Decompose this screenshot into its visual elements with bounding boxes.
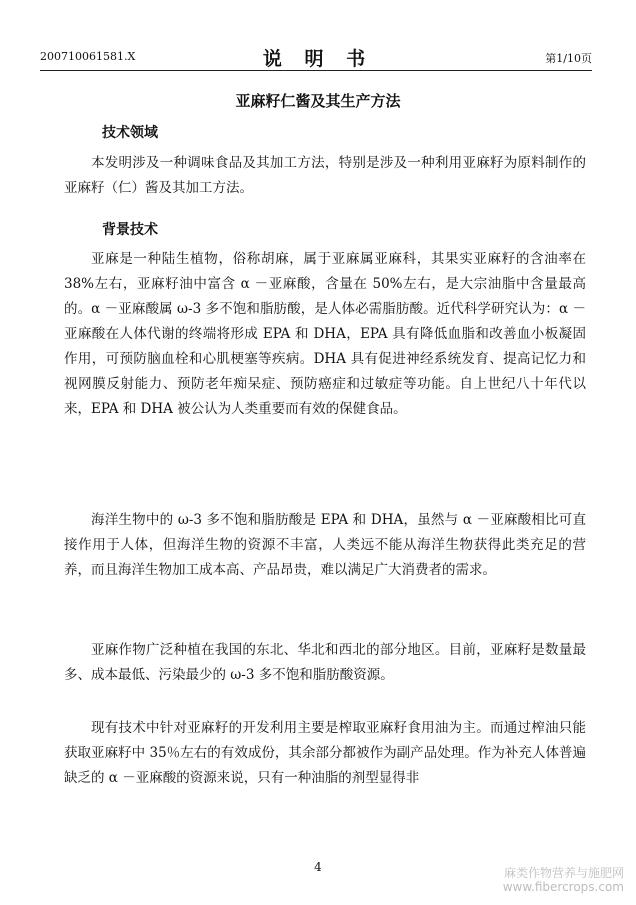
paragraph-background-4: 现有技术中针对亚麻籽的开发利用主要是榨取亚麻籽食用油为主。而通过榨油只能获取亚麻籽中 35％左右的有效成份，其余部分都被作为副产品处理。作为补充人体普遍缺乏的 α －亚麻酸的资源来说，只有一种油脂的剂型显得非 [64,720,586,786]
paragraph-technical-field: 本发明涉及一种调味食品及其加工方法，特别是涉及一种利用亚麻籽为原料制作的亚麻籽（仁）酱及其加工方法。 [64,155,586,196]
watermark-line2: www.fibercrops.com [502,880,624,894]
section-heading-background: 背景技术 [102,222,158,238]
section-heading-technical-field: 技术领域 [102,125,158,141]
doc-type-title: 说 明 书 [262,48,374,70]
doc-number: 200710061581.X [40,50,136,63]
watermark [503,866,624,894]
watermark-line1: 麻类作物营养与施肥网 [503,866,624,880]
document-title: 亚麻籽仁酱及其生产方法 [235,92,401,110]
paragraph-background-1: 亚麻是一种陆生植物，俗称胡麻，属于亚麻属亚麻科，其果实亚麻籽的含油率在 38%左右，亚麻籽油中富含 α －亚麻酸，含量在 50%左右，是大宗油脂中含量最高的。α －亚麻酸属 ω-3 多不饱和脂肪酸，是人体必需脂肪酸。近代科学研究认为：α －亚麻酸在人体代谢的终端将形成 EPA 和 DHA，EPA 具有降低血脂和改善血小板凝固作用，可预防脑血栓和心肌梗塞等疾病。DHA 具有促进神经系统发育、提高记忆力和视网膜反射能力、预防老年痴呆症、预防癌症和过敏症等功能。自上世纪八十年代以来，EPA 和 DHA 被公认为人类重要而有效的保健食品。 [64,251,586,417]
page-number: 4 [314,860,322,874]
paragraph-background-3: 亚麻作物广泛种植在我国的东北、华北和西北的部分地区。目前，亚麻籽是数量最多、成本最低、污染最少的 ω-3 多不饱和脂肪酸资源。 [64,642,586,683]
header-rule [40,70,592,71]
page-info: 第1/10页 [545,52,592,65]
paragraph-background-2: 海洋生物中的 ω-3 多不饱和脂肪酸是 EPA 和 DHA，虽然与 α －亚麻酸相比可直接作用于人体，但海洋生物的资源不丰富，人类远不能从海洋生物获得此类充足的营养，而且海洋生物加工成本高、产品昂贵，难以满足广大消费者的需求。 [64,512,586,578]
